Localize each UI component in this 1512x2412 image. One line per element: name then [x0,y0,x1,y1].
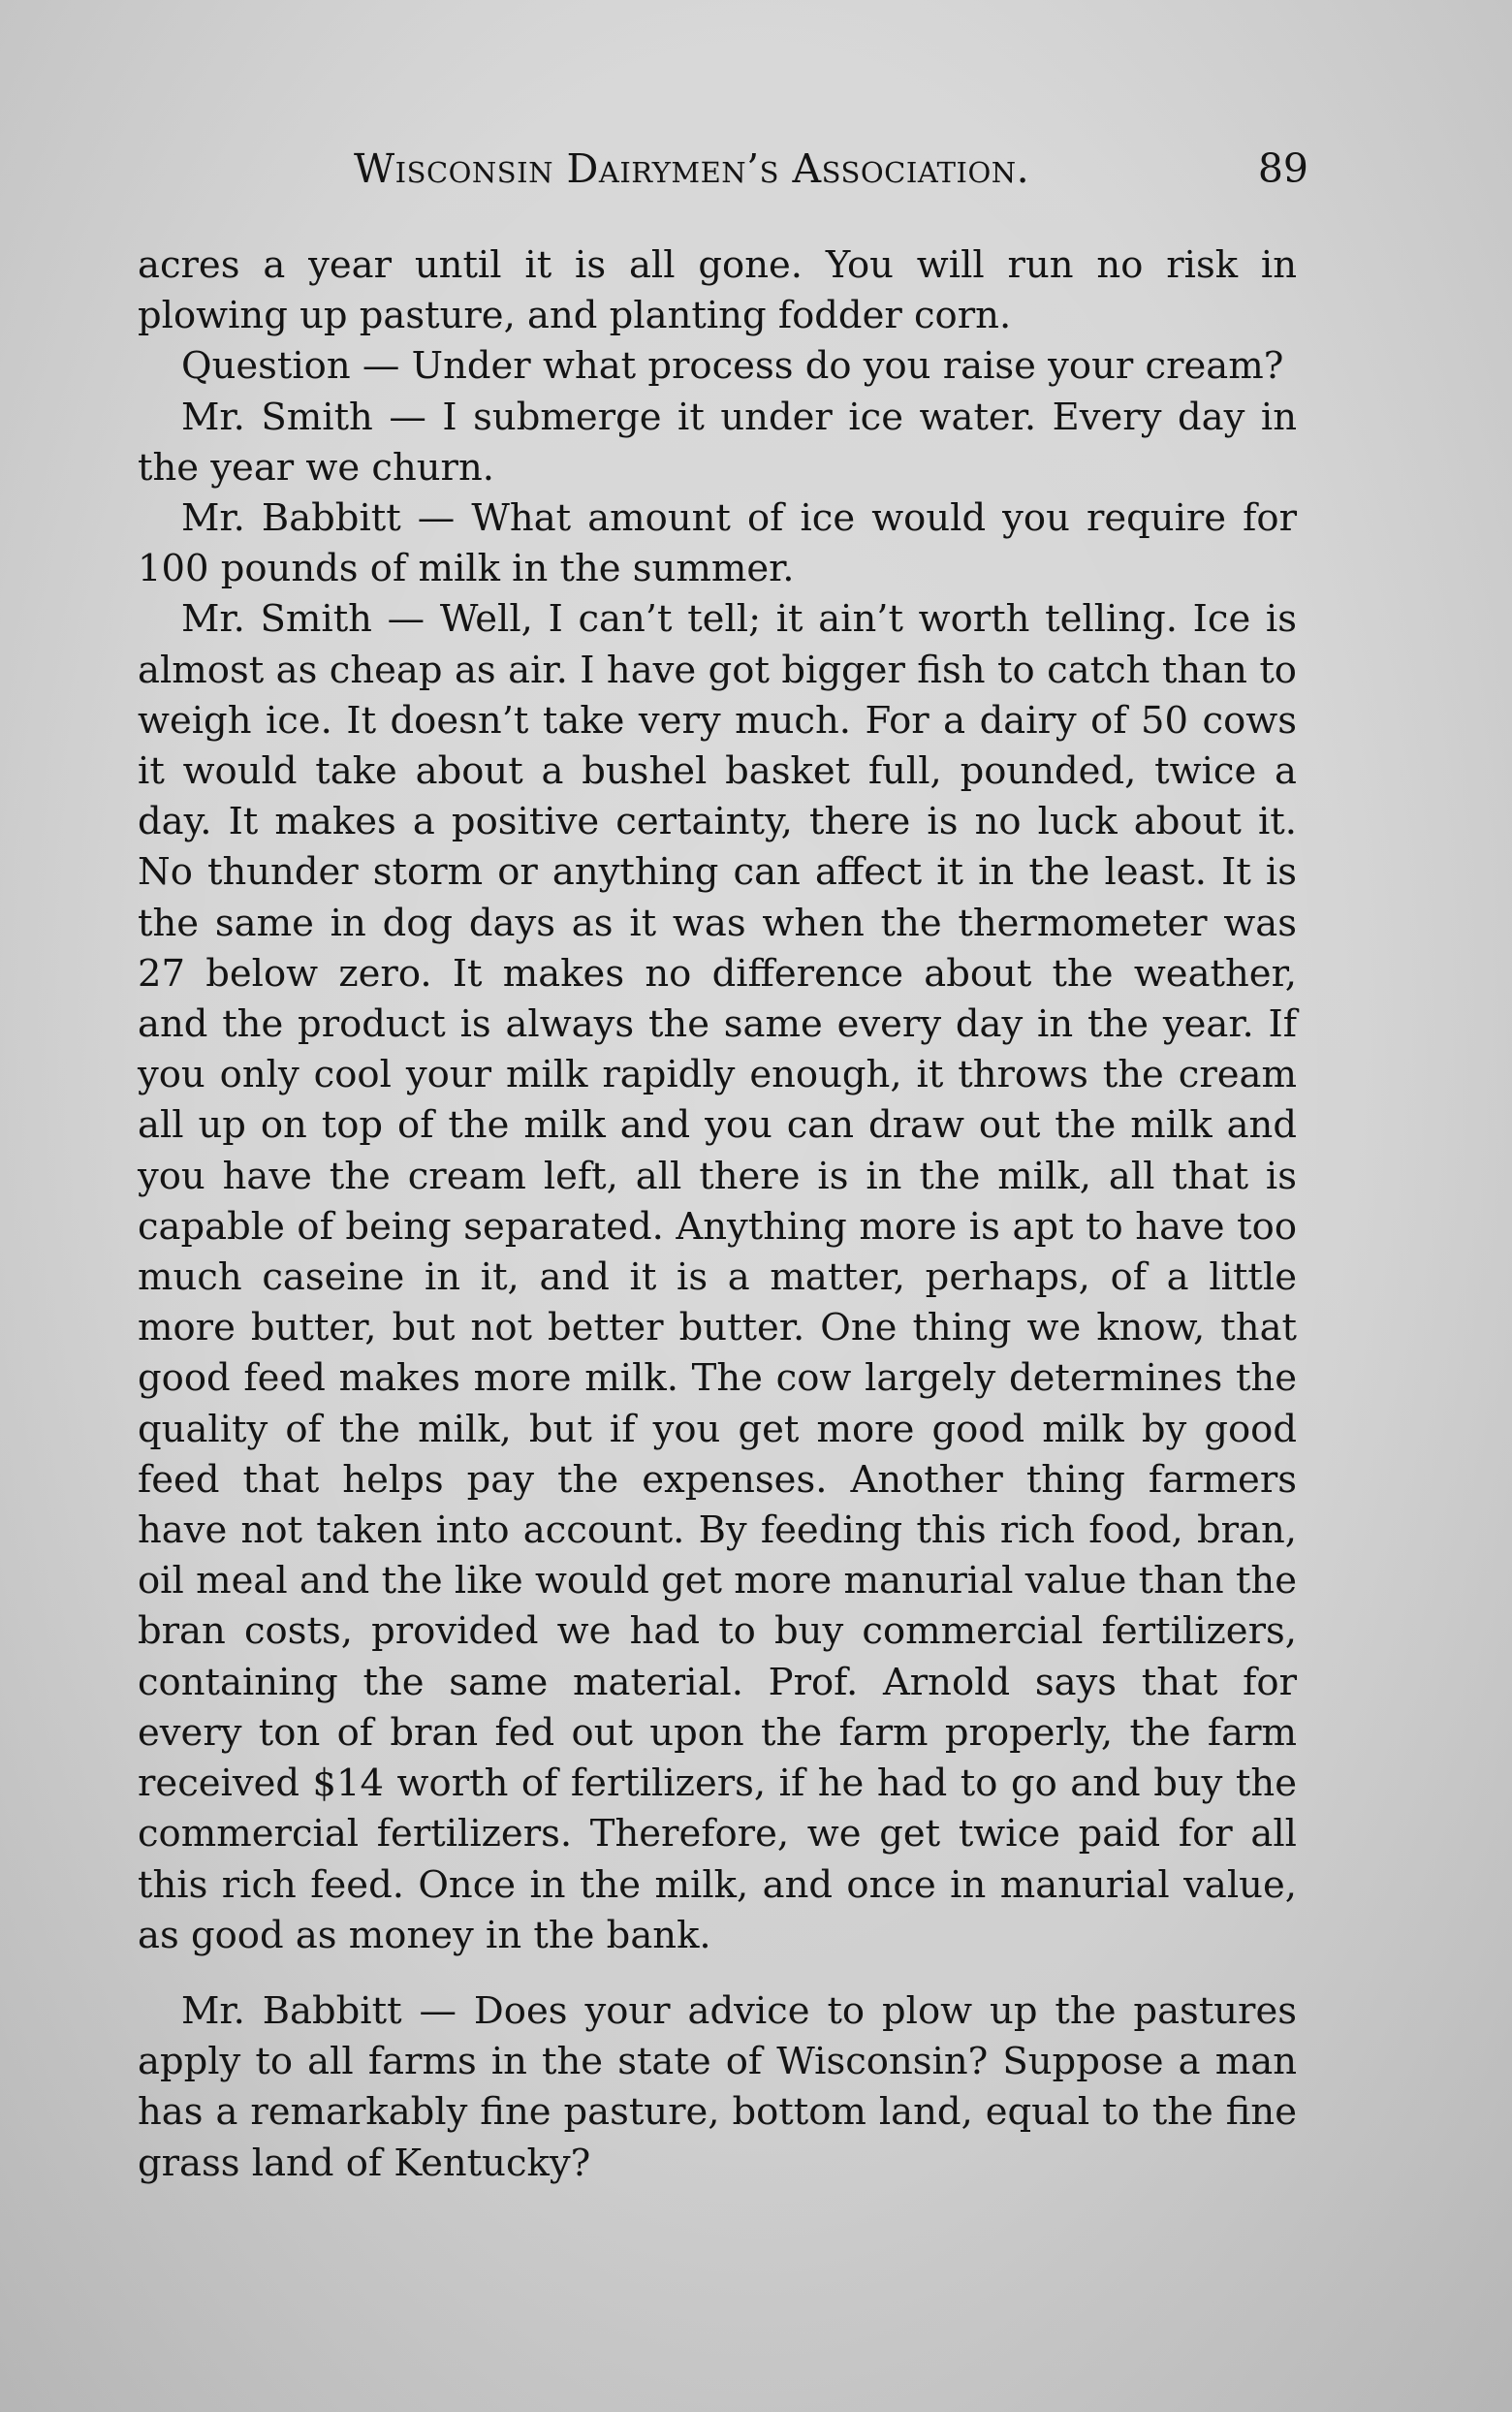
paragraph-continued: acres a year until it is all gone. You will run no risk in plowing up pasture, and planting fodder corn. [138,243,1297,338]
running-head-title: Wisconsin Dairymen’s Association. [354,145,1030,192]
body-text [138,240,1297,2189]
paragraph-babbitt-question: Mr. Babbitt — What amount of ice would you require for 100 pounds of milk in the summer. [138,496,1297,591]
paragraph-question: Question — Under what process do you raise your cream? [181,344,1284,389]
page-number: 89 [1257,145,1308,192]
paragraph-babbitt-pastures: Mr. Babbitt — Does your advice to plow up the pastures apply to all farms in the state of Wisconsin? Suppose a man has a remarkably fine pasture, bottom land, equal to the fine grass land of Kentucky? [138,1988,1297,2185]
paragraph-smith-answer: Mr. Smith — I submerge it under ice water. Every day in the year we churn. [138,395,1297,490]
running-head [136,145,1308,204]
paragraph-smith-long-answer: Mr. Smith — Well, I can’t tell; it ain’t worth telling. Ice is almost as cheap as air. I have got bigger fish to catch than to weigh ice. It doesn’t take very much. For a dairy of 50 cows it would take about a bushel basket full, pounded, twice a day. It makes a positive certainty, there is no luck about it. No thunder storm or anything can affect it in the least. It is the same in dog days as it was when the thermometer was 27 below zero. It makes no difference about the weather, and the product is always the same every day in the year. If you only cool your milk rapidly enough, it throws the cream all up on top of the milk and you can draw out the milk and you have the cream left, all there is in the milk, all that is capable of being separated. Anything more is apt to have too much caseine in it, and it is a matter, perhaps, of a little more butter, but not better butter. One thing we know, that good feed makes more milk. The cow largely determines the quality of the milk, but if you get more good milk by good feed that helps pay the expenses. Another thing farmers have not taken into account. By feeding this rich food, bran, oil meal and the like would get more manurial value than the bran costs, provided we had to buy commercial fertilizers, containing the same material. Prof. Arnold says that for every ton of bran fed out upon the farm properly, the farm received $14 worth of fertilizers, if he had to go and buy the commercial fertilizers. Therefore, we get twice paid for all this rich feed. Once in the milk, and once in manurial value, as good as money in the bank. [138,597,1297,1957]
